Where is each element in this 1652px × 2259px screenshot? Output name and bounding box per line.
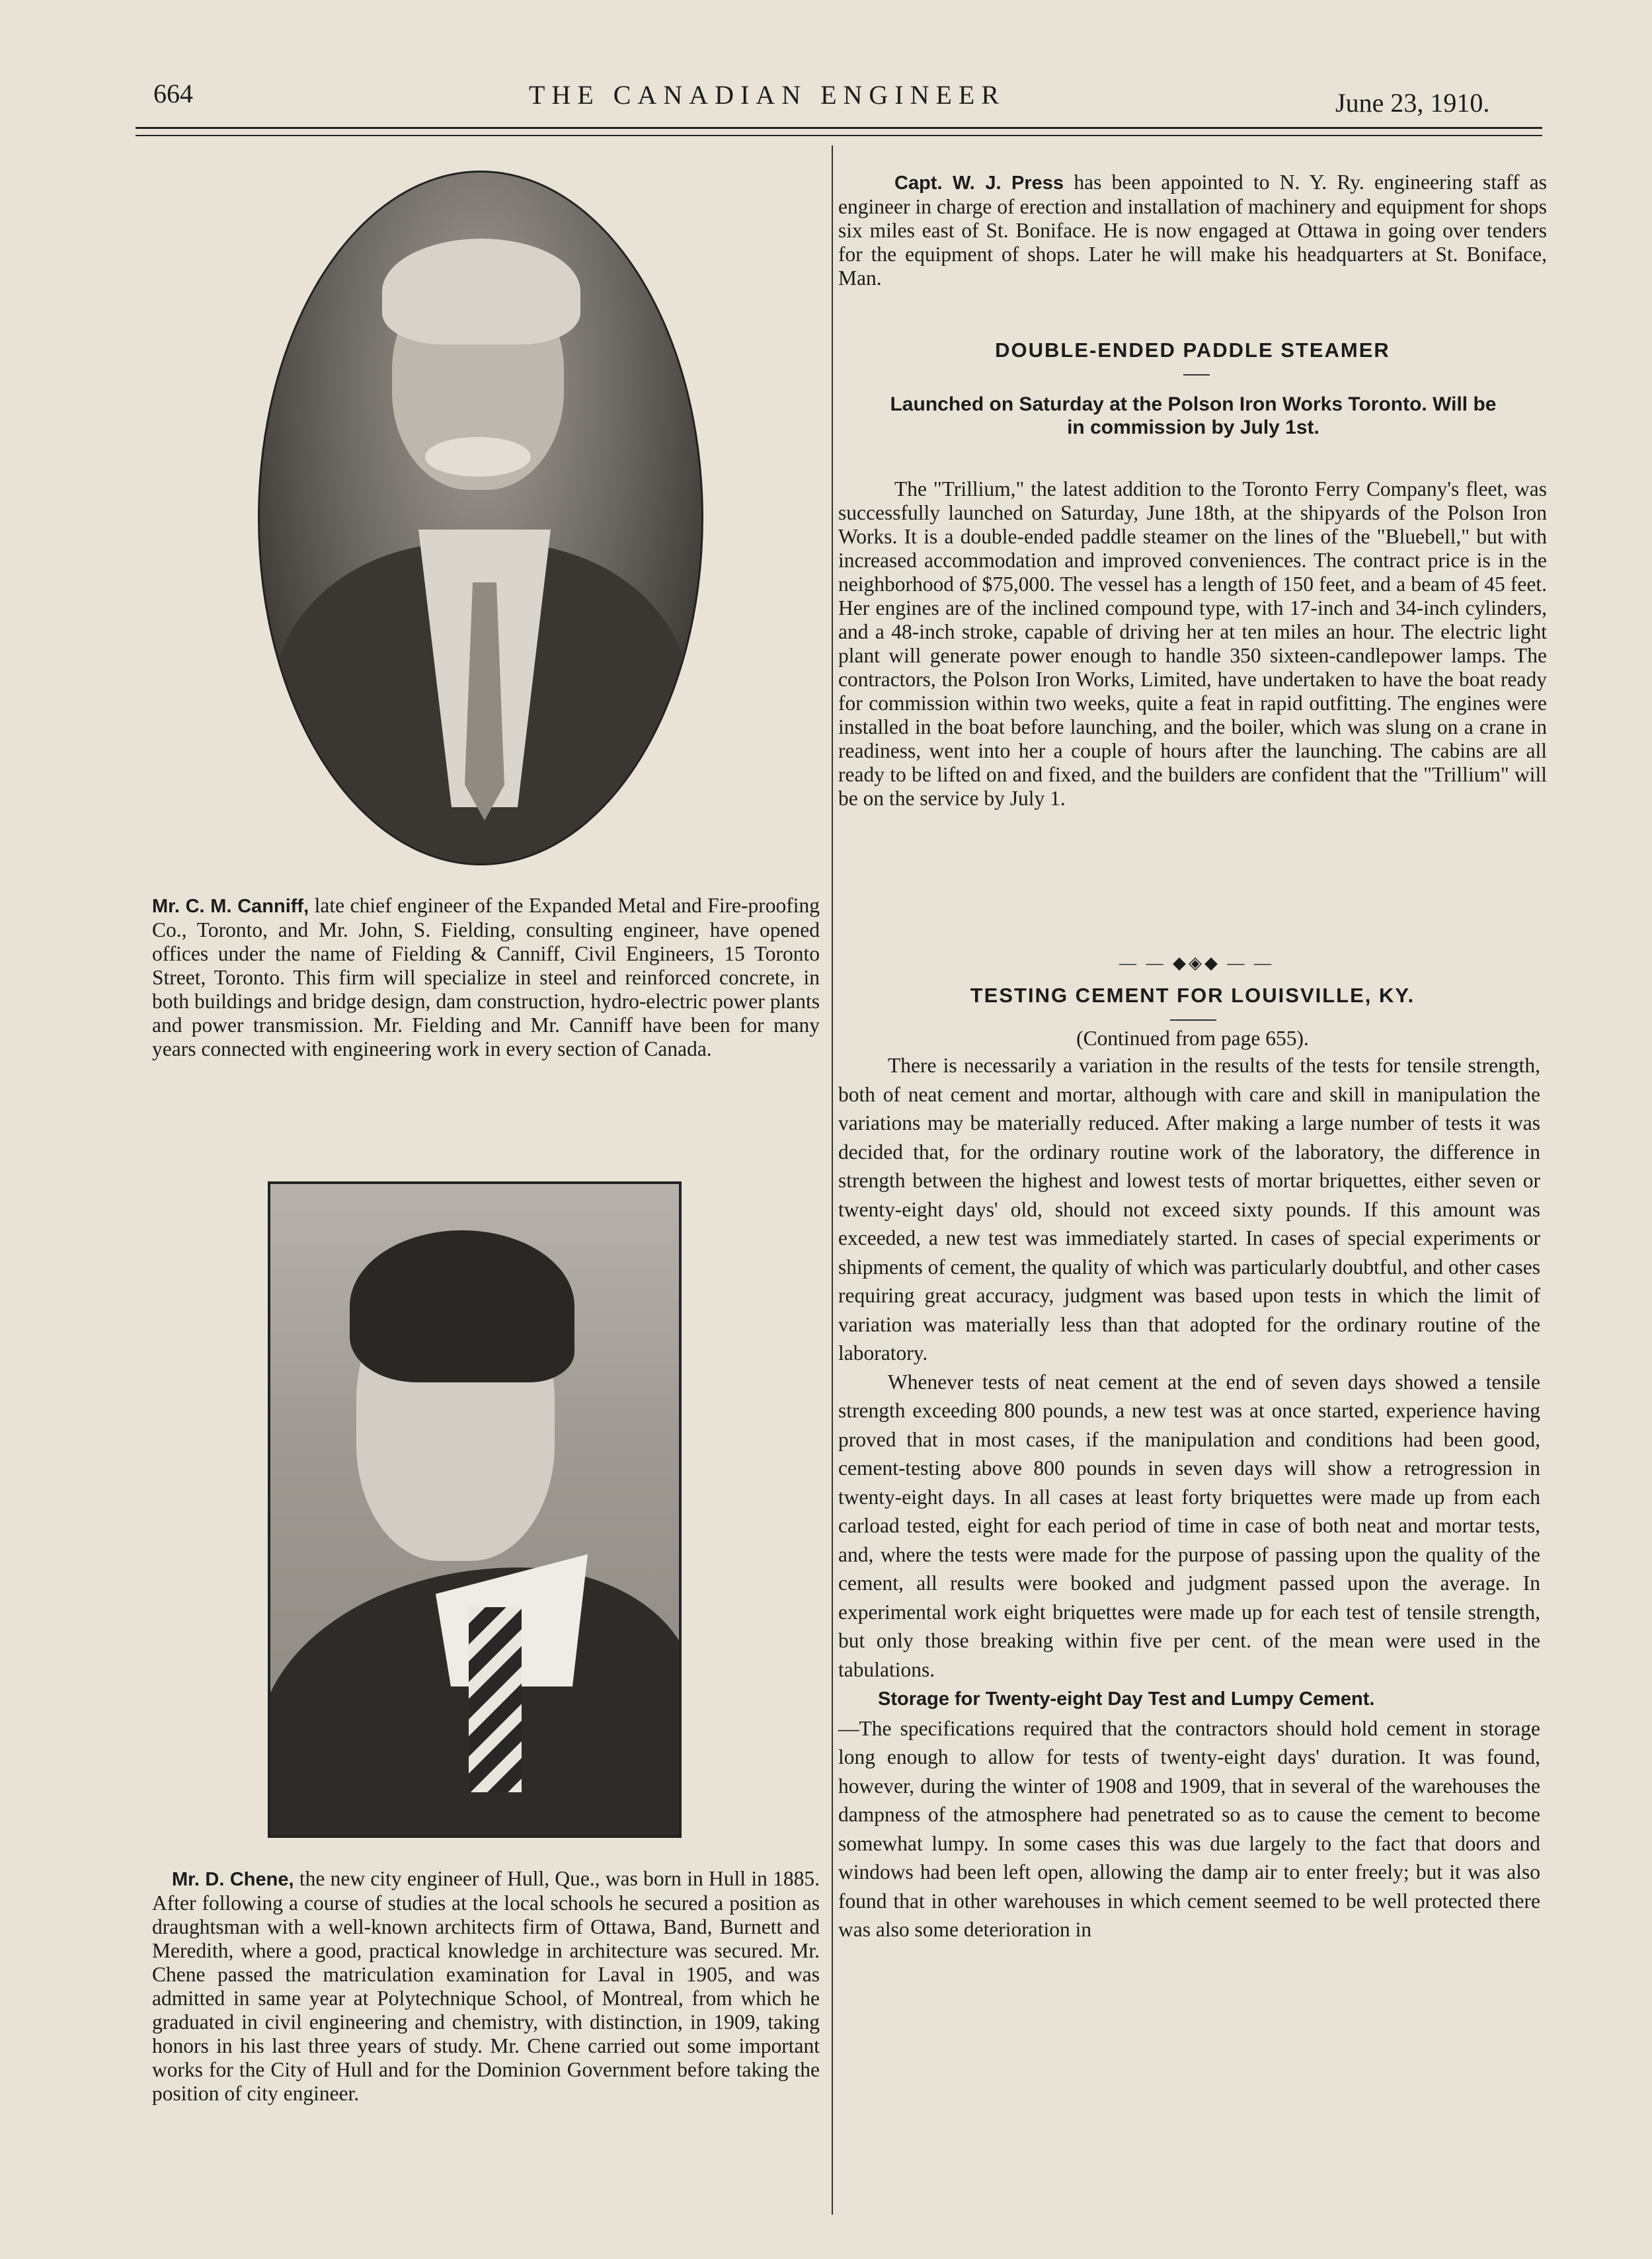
- canniff-portrait: [258, 171, 703, 865]
- canniff-body: late chief engineer of the Expanded Metal and Fire-proofing Co., Toronto, and Mr. John, S. Fielding, consulting engineer, have opened offices under the name of Fielding & Canniff, Civil Engineers, 15 Toronto Street, Toronto. This firm will specialize in steel and reinforced concrete, in both buildings and bridge design, dam construction, hydro-electric power plants and power transmission. Mr. Fielding and Mr. Canniff have been for many years connected with engineering work in every section of Canada.: [152, 894, 820, 1060]
- header-rule: [136, 127, 1542, 129]
- steamer-heading: DOUBLE-ENDED PADDLE STEAMER: [995, 338, 1390, 362]
- press-article: [838, 171, 1547, 290]
- chene-name: Mr. D. Chene,: [172, 1869, 294, 1890]
- steamer-article: [838, 477, 1547, 811]
- heading-dash-2: [1170, 1019, 1216, 1021]
- press-name: Capt. W. J. Press: [894, 173, 1064, 194]
- canniff-name: Mr. C. M. Canniff,: [152, 896, 309, 917]
- portrait-moustache: [425, 437, 531, 477]
- cement-para-3-lead: Storage for Twenty-eight Day Test and Lumpy Cement.: [878, 1688, 1375, 1710]
- page-number: 664: [153, 79, 193, 108]
- cement-article: [838, 1051, 1540, 1944]
- section-ornament: — — ◆◈◆ — —: [1119, 953, 1274, 972]
- chene-article: [152, 1867, 820, 2106]
- column-divider: [832, 145, 833, 2215]
- steamer-body: The "Trillium," the latest addition to the Toronto Ferry Company's fleet, was successfully launched on Saturday, June 18th, at the shipyards of the Polson Iron Works. It is a double-ended paddle steamer on the lines of the "Bluebell," but with increased accommodation and improved conveniences. The contract price is in the neighborhood of $75,000. The vessel has a length of 150 feet, and a beam of 45 feet. Her engines are of the inclined compound type, with 17-inch and 34-inch cylinders, and a 48-inch stroke, capable of driving her at ten miles an hour. The electric light plant will generate power enough to handle 350 sixteen-candlepower lamps. The contractors, the Polson Iron Works, Limited, have undertaken to have the boat ready for commission within two weeks, quite a feat in rapid outfitting. The engines were installed in the boat before launching, and the boiler, which was slung on a crane in readiness, went into her a couple of hours after the launching. The cabins are all ready to be lifted on and fixed, and the builders are confident that the "Trillium" will be on the service by July 1.: [838, 477, 1547, 810]
- chene-photo: [268, 1181, 682, 1838]
- header-rule-thin: [136, 135, 1542, 136]
- photo-hair: [350, 1230, 574, 1382]
- heading-dash: [1183, 374, 1210, 376]
- cement-para-1: There is necessarily a variation in the results of the tests for tensile strength, both of neat cement and mortar, although with care and skill in manipulation the variations may be materially reduced. After making a large number of tests it was decided that, for the ordinary routine work of the laboratory, the difference in strength between the highest and lowest tests of mortar briquettes, either seven or twenty-eight days' old, should not exceed sixty pounds. If this amount was exceeded, a new test was immediately started. In cases of special experiments or shipments of cement, the quality of which was particularly doubtful, and other cases requiring great accuracy, judgment was based upon tests in which the limit of variation was materially less than that adopted for the ordinary routine of the laboratory.: [838, 1054, 1540, 1365]
- issue-date: June 23, 1910.: [1335, 88, 1490, 118]
- cement-para-3: —The specifications required that the contractors should hold cement in storage long enough to allow for tests of twenty-eight days' duration. It was found, however, during the winter of 1908 and 1909, that in several of the warehouses the dampness of the atmosphere had penetrated so as to cause the cement to become somewhat lumpy. In some cases this was due largely to the fact that doors and windows had been left open, allowing the damp air to enter freely; but it was also found that in other warehouses in which cement seemed to be well protected there was also some deterioration in: [838, 1716, 1540, 1941]
- cement-continued: (Continued from page 655).: [1076, 1027, 1309, 1050]
- cement-heading: TESTING CEMENT FOR LOUISVILLE, KY.: [970, 984, 1415, 1007]
- press-body: has been appointed to N. Y. Ry. engineering staff as engineer in charge of erection and installation of machinery and equipment for shops six miles east of St. Boniface. He is now engaged at Ottawa in going over tenders for the equipment of shops. Later he will make his headquarters at St. Boniface, Man.: [838, 171, 1548, 290]
- portrait-hair: [382, 239, 580, 344]
- steamer-subheading: Launched on Saturday at the Polson Iron Works Toronto. Will be in commission by July 1st.: [890, 393, 1497, 438]
- journal-title: THE CANADIAN ENGINEER: [529, 80, 1006, 110]
- cement-para-2: Whenever tests of neat cement at the end of seven days showed a tensile strength exceeding 800 pounds, a new test was at once started, experience having proved that in most cases, if the manipulation and conditions had been good, cement-testing above 800 pounds in seven days will show a retrogression in twenty-eight days. In all cases at least forty briquettes were made up from each carload tested, eight for each period of time in case of both neat and mortar tests, and, where the tests were made for the purpose of passing upon the quality of the cement, all results were booked and judgment passed upon the average. In experimental work eight briquettes were made up for each test of tensile strength, but only those breaking within five per cent. of the mean were used in the tabulations.: [838, 1370, 1540, 1681]
- chene-body: the new city engineer of Hull, Que., was born in Hull in 1885. After following a course of studies at the local schools he secured a position as draughtsman with a well-known architects firm of Ottawa, Band, Burnett and Meredith, where a good, practical knowledge in architecture was secured. Mr. Chene passed the matriculation examination for Laval in 1905, and was admitted in same year at Polytechnique School, of Montreal, from which he graduated in civil engineering and chemistry, with distinction, in 1909, taking honors in his last three years of study. Mr. Chene carried out some important works for the City of Hull and for the Dominion Government before taking the position of city engineer.: [152, 1867, 820, 2105]
- canniff-article: [152, 894, 820, 1061]
- photo-tie: [469, 1607, 522, 1792]
